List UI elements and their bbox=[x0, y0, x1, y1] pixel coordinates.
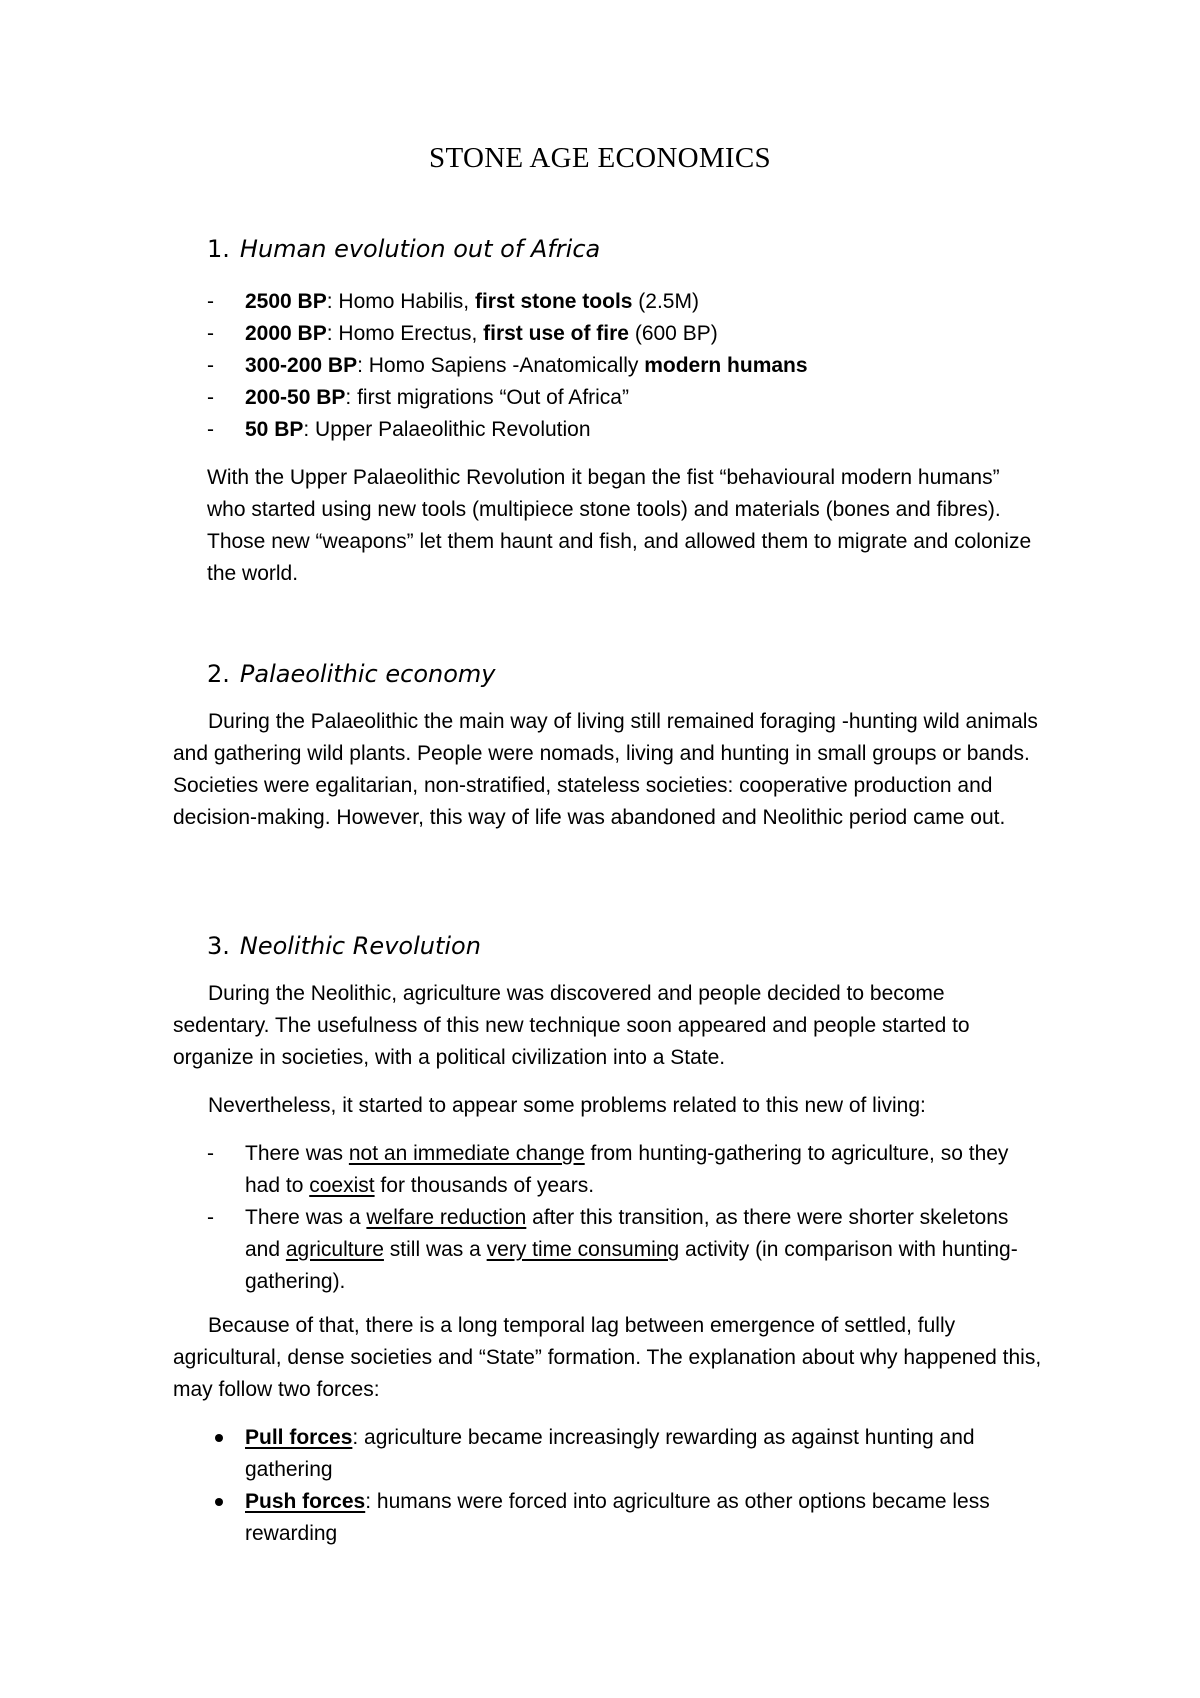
list-item: - 2500 BP: Homo Habilis, first stone tools (2.5M) bbox=[207, 286, 1037, 318]
section-number: 1. bbox=[207, 235, 230, 263]
page-title: STONE AGE ECONOMICS bbox=[429, 142, 771, 174]
section-3-heading bbox=[207, 930, 481, 962]
section-1-paragraph: With the Upper Palaeolithic Revolution it began the fist “behavioural modern humans” who started using new tools (multipiece stone tools) and materials (bones and fibres). Those new “weapons” let them haunt and fish, and allowed them to migrate and colonize the world. bbox=[207, 466, 1032, 585]
list-item: - 300-200 BP: Homo Sapiens -Anatomically modern humans bbox=[207, 350, 1037, 382]
section-number: 3. bbox=[207, 932, 230, 960]
section-number: 2. bbox=[207, 660, 230, 688]
list-item: - 50 BP: Upper Palaeolithic Revolution bbox=[207, 414, 1037, 446]
section-title: Human evolution out of Africa bbox=[239, 235, 601, 263]
list-item: - 200-50 BP: first migrations “Out of Africa” bbox=[207, 382, 1037, 414]
section-2-paragraph: During the Palaeolithic the main way of living still remained foraging -hunting wild animals and gathering wild plants. People were nomads, living and hunting in small groups or bands. Societies were egalitarian, non-stratified, stateless societies: cooperative production and decision-making. However, this way of life was abandoned and Neolithic period came out. bbox=[173, 710, 1038, 829]
list-item: - There was a welfare reduction after this transition, as there were shorter skeletons and agriculture still was a very time consuming activity (in comparison with hunting-gathering). bbox=[207, 1202, 1037, 1298]
timeline-list bbox=[207, 286, 1037, 446]
problems-list bbox=[207, 1138, 1037, 1298]
list-item: - There was not an immediate change from hunting-gathering to agriculture, so they had to coexist for thousands of years. bbox=[207, 1138, 1037, 1202]
section-1-heading bbox=[207, 233, 600, 265]
section-3-paragraph-3: Because of that, there is a long temporal lag between emergence of settled, fully agricultural, dense societies and “State” formation. The explanation about why happened this, may follow two forces: bbox=[173, 1314, 1042, 1401]
list-item: Push forces: humans were forced into agriculture as other options became less rewarding bbox=[207, 1486, 1037, 1550]
list-item: - 2000 BP: Homo Erectus, first use of fire (600 BP) bbox=[207, 318, 1037, 350]
list-item: Pull forces: agriculture became increasingly rewarding as against hunting and gathering bbox=[207, 1422, 1037, 1486]
section-title: Palaeolithic economy bbox=[239, 660, 496, 688]
forces-list bbox=[207, 1422, 1037, 1550]
section-3-paragraph-2: Nevertheless, it started to appear some problems related to this new of living: bbox=[208, 1094, 926, 1117]
section-2-heading bbox=[207, 658, 495, 690]
bullet-icon bbox=[215, 1434, 223, 1442]
section-3-paragraph-1: During the Neolithic, agriculture was discovered and people decided to become sedentary. The usefulness of this new technique soon appeared and people started to organize in societies, with a political civilization into a State. bbox=[173, 982, 970, 1069]
section-title: Neolithic Revolution bbox=[239, 932, 481, 960]
bullet-icon bbox=[215, 1498, 223, 1506]
